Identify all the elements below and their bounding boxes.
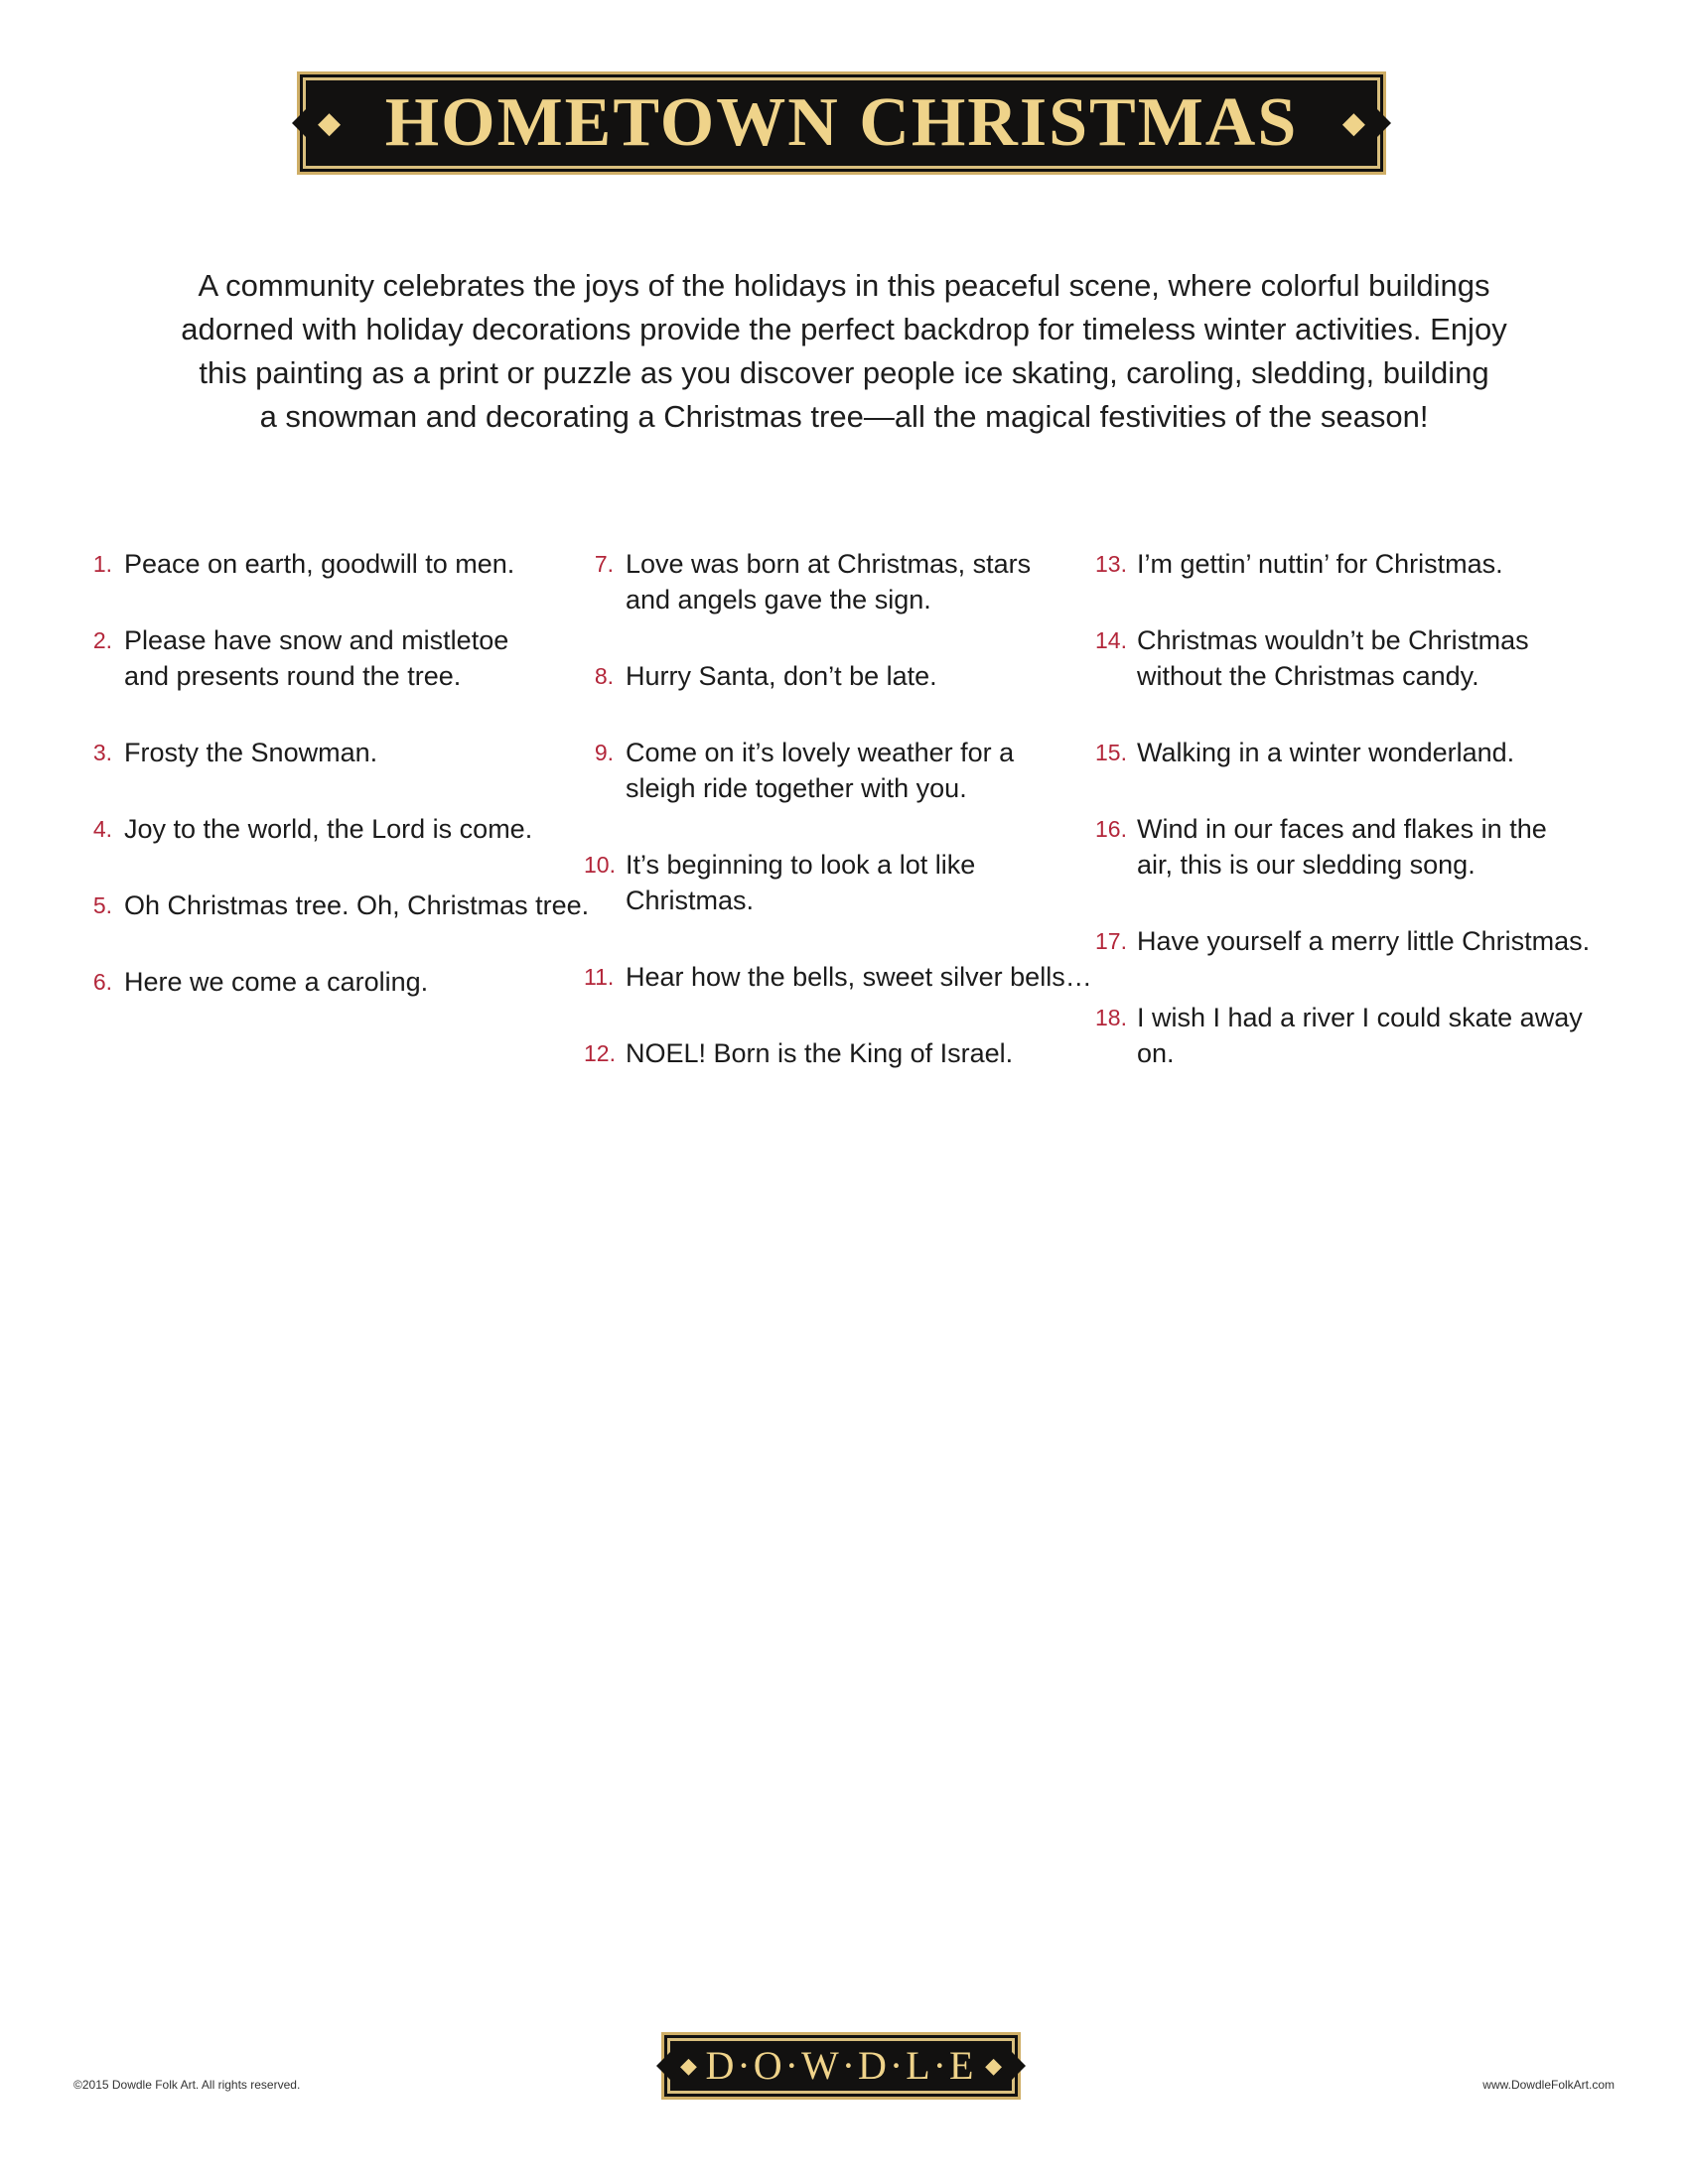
song-line: Hurry Santa, don’t be late. — [626, 661, 937, 691]
title-banner — [303, 77, 1380, 169]
song-number: 13. — [1095, 551, 1127, 577]
song-line: Oh Christmas tree. Oh, Christmas tree. — [124, 890, 590, 920]
song-line: air, this is our sledding song. — [1137, 850, 1476, 880]
song-line: Love was born at Christmas, stars — [626, 549, 1032, 579]
song-item — [1095, 1000, 1604, 1071]
song-list-column-3 — [1095, 546, 1604, 1112]
song-number: 1. — [92, 551, 112, 577]
song-line: and angels gave the sign. — [626, 585, 931, 614]
song-line: Wind in our faces and flakes in the — [1137, 814, 1547, 844]
intro-line: adorned with holiday decorations provide the perfect backdrop for timeless winter activities. Enjoy — [181, 312, 1507, 346]
song-item — [584, 847, 1092, 918]
song-line: Here we come a caroling. — [124, 967, 429, 997]
song-number: 8. — [594, 663, 614, 689]
song-list-column-2 — [584, 546, 1092, 1112]
page-title: HOMETOWN CHRISTMAS — [384, 84, 1299, 161]
song-line: sleigh ride together with you. — [626, 773, 967, 803]
song-line: Have yourself a merry little Christmas. — [1137, 926, 1591, 956]
song-number: 16. — [1095, 816, 1127, 842]
intro-paragraph — [119, 264, 1569, 439]
song-item — [596, 546, 1092, 617]
song-number: 3. — [92, 740, 112, 765]
song-item — [94, 546, 591, 582]
banner-right-diamond-icon: ◆ — [1341, 106, 1365, 140]
song-item — [584, 959, 1092, 995]
song-line: Come on it’s lovely weather for a — [626, 738, 1015, 767]
song-number: 7. — [594, 551, 614, 577]
song-list-column-1 — [94, 546, 591, 1040]
intro-line: a snowman and decorating a Christmas tree—all the magical festivities of the season! — [259, 399, 1429, 434]
logo-right-diamond-icon: ◆ — [985, 2053, 1002, 2078]
banner-left-diamond-icon: ◆ — [318, 106, 342, 140]
song-line: I’m gettin’ nuttin’ for Christmas. — [1137, 549, 1503, 579]
website-link[interactable]: www.DowdleFolkArt.com — [1482, 2078, 1615, 2092]
copyright-notice: ©2015 Dowdle Folk Art. All rights reserved. — [73, 2078, 301, 2092]
song-number: 6. — [92, 969, 112, 995]
song-line: Frosty the Snowman. — [124, 738, 378, 767]
song-number: 14. — [1095, 627, 1127, 653]
song-line: without the Christmas candy. — [1137, 661, 1479, 691]
song-line: I wish I had a river I could skate away on. — [1137, 1003, 1583, 1068]
song-line: NOEL! Born is the King of Israel. — [626, 1038, 1014, 1068]
song-number: 10. — [584, 852, 616, 878]
song-line: Joy to the world, the Lord is come. — [124, 814, 533, 844]
song-number: 5. — [92, 892, 112, 918]
logo-left-ornament — [656, 2052, 670, 2080]
song-item — [1095, 735, 1604, 770]
song-number: 15. — [1095, 740, 1127, 765]
song-line: Hear how the bells, sweet silver bells… — [626, 962, 1092, 992]
song-number: 12. — [584, 1040, 616, 1066]
intro-line: this painting as a print or puzzle as you discover people ice skating, caroling, sledding, building — [199, 355, 1489, 390]
logo-right-ornament — [1012, 2052, 1026, 2080]
song-item — [94, 887, 591, 923]
song-number: 2. — [92, 627, 112, 653]
song-number: 17. — [1095, 928, 1127, 954]
banner-left-ornament — [292, 109, 306, 137]
intro-line: A community celebrates the joys of the holidays in this peaceful scene, where colorful buildings — [198, 268, 1490, 303]
song-line: Walking in a winter wonderland. — [1137, 738, 1515, 767]
song-number: 18. — [1095, 1005, 1127, 1030]
banner-right-ornament — [1377, 109, 1391, 137]
song-item — [94, 811, 591, 847]
song-item — [94, 622, 591, 694]
song-item — [94, 964, 591, 1000]
song-number: 4. — [92, 816, 112, 842]
song-item — [584, 1035, 1092, 1071]
song-number: 9. — [594, 740, 614, 765]
song-item — [1095, 923, 1604, 959]
dowdle-logo — [667, 2038, 1015, 2094]
song-line: It’s beginning to look a lot like Christmas. — [626, 850, 976, 915]
song-number: 11. — [584, 964, 615, 990]
song-item — [94, 735, 591, 770]
song-item — [1095, 622, 1604, 694]
song-item — [596, 735, 1092, 806]
song-line: Please have snow and mistletoe — [124, 625, 509, 655]
song-item — [1095, 811, 1604, 883]
song-line: Peace on earth, goodwill to men. — [124, 549, 515, 579]
logo-left-diamond-icon: ◆ — [680, 2053, 697, 2078]
song-item — [596, 658, 1092, 694]
song-line: Christmas wouldn’t be Christmas — [1137, 625, 1529, 655]
song-item — [1095, 546, 1604, 582]
logo-text: D·O·W·D·L·E — [705, 2043, 977, 2088]
song-line: and presents round the tree. — [124, 661, 462, 691]
